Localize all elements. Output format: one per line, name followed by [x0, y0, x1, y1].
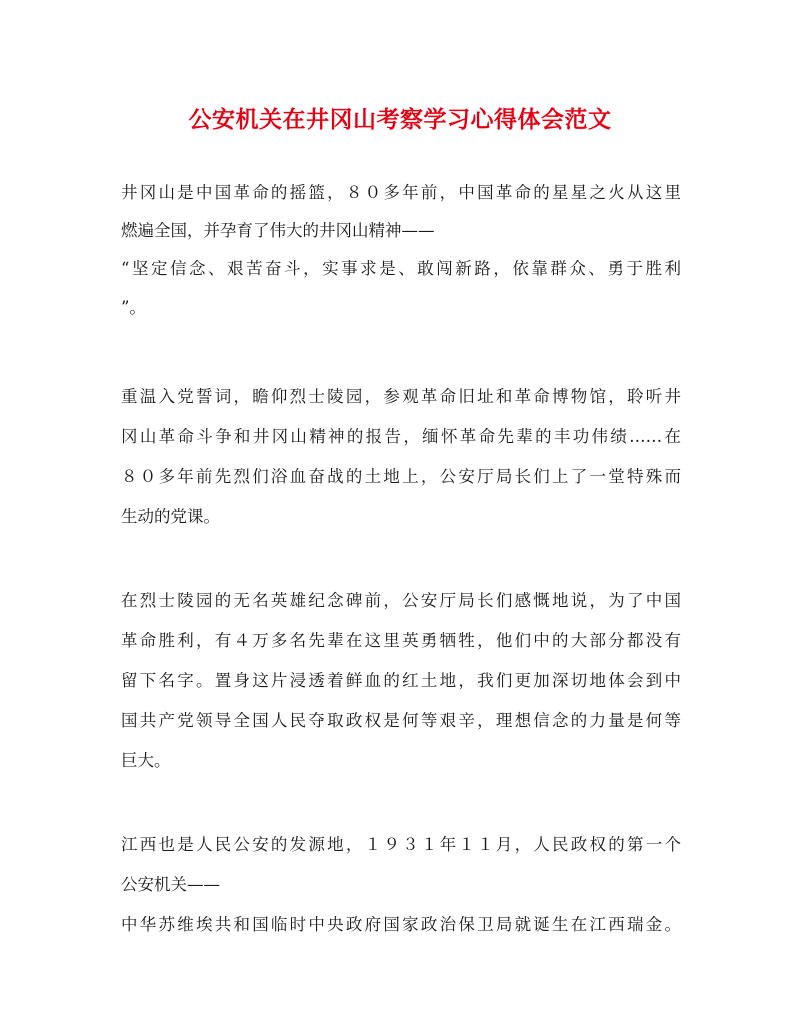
paragraph-1-line-2: 燃遍全国，并孕育了伟大的井冈山精神——: [121, 221, 435, 240]
paragraph-3-line-4: 国共产党领导全国人民夺取政权是何等艰辛，理想信念的力量是何等: [121, 711, 681, 730]
paragraph-3-line-1: 在烈士陵园的无名英雄纪念碑前，公安厅局长们感慨地说，为了中国: [121, 591, 681, 610]
paragraph-2-line-2: 冈山革命斗争和井冈山精神的报告，缅怀革命先辈的丰功伟绩……在: [121, 427, 681, 446]
paragraph-4-line-2: 公安机关——: [121, 875, 220, 894]
paragraph-3-line-5: 巨大。: [121, 751, 171, 770]
paragraph-2-line-1: 重温入党誓词，瞻仰烈士陵园，参观革命旧址和革命博物馆，聆听井: [121, 387, 681, 406]
paragraph-1-line-3: “坚定信念、艰苦奋斗，实事求是、敢闯新路，依靠群众、勇于胜利: [121, 259, 681, 278]
paragraph-4-line-3: 中华苏维埃共和国临时中央政府国家政治保卫局就诞生在江西瑞金。: [121, 915, 681, 934]
document-title: 公安机关在井冈山考察学习心得体会范文: [188, 106, 612, 133]
paragraph-1-line-4: ”。: [121, 298, 146, 317]
paragraph-3-line-2: 革命胜利，有４万多名先辈在这里英勇牺牲，他们中的大部分都没有: [121, 631, 681, 650]
paragraph-2-line-4: 生动的党课。: [121, 507, 220, 526]
paragraph-1-line-1: 井冈山是中国革命的摇篮，８０多年前，中国革命的星星之火从这里: [121, 183, 681, 202]
paragraph-2-line-3: ８０多年前先烈们浴血奋战的土地上，公安厅局长们上了一堂特殊而: [121, 467, 681, 486]
paragraph-4-line-1: 江西也是人民公安的发源地，１９３１年１１月，人民政权的第一个: [121, 835, 681, 854]
paragraph-3-line-3: 留下名字。置身这片浸透着鲜血的红土地，我们更加深切地体会到中: [121, 671, 681, 690]
